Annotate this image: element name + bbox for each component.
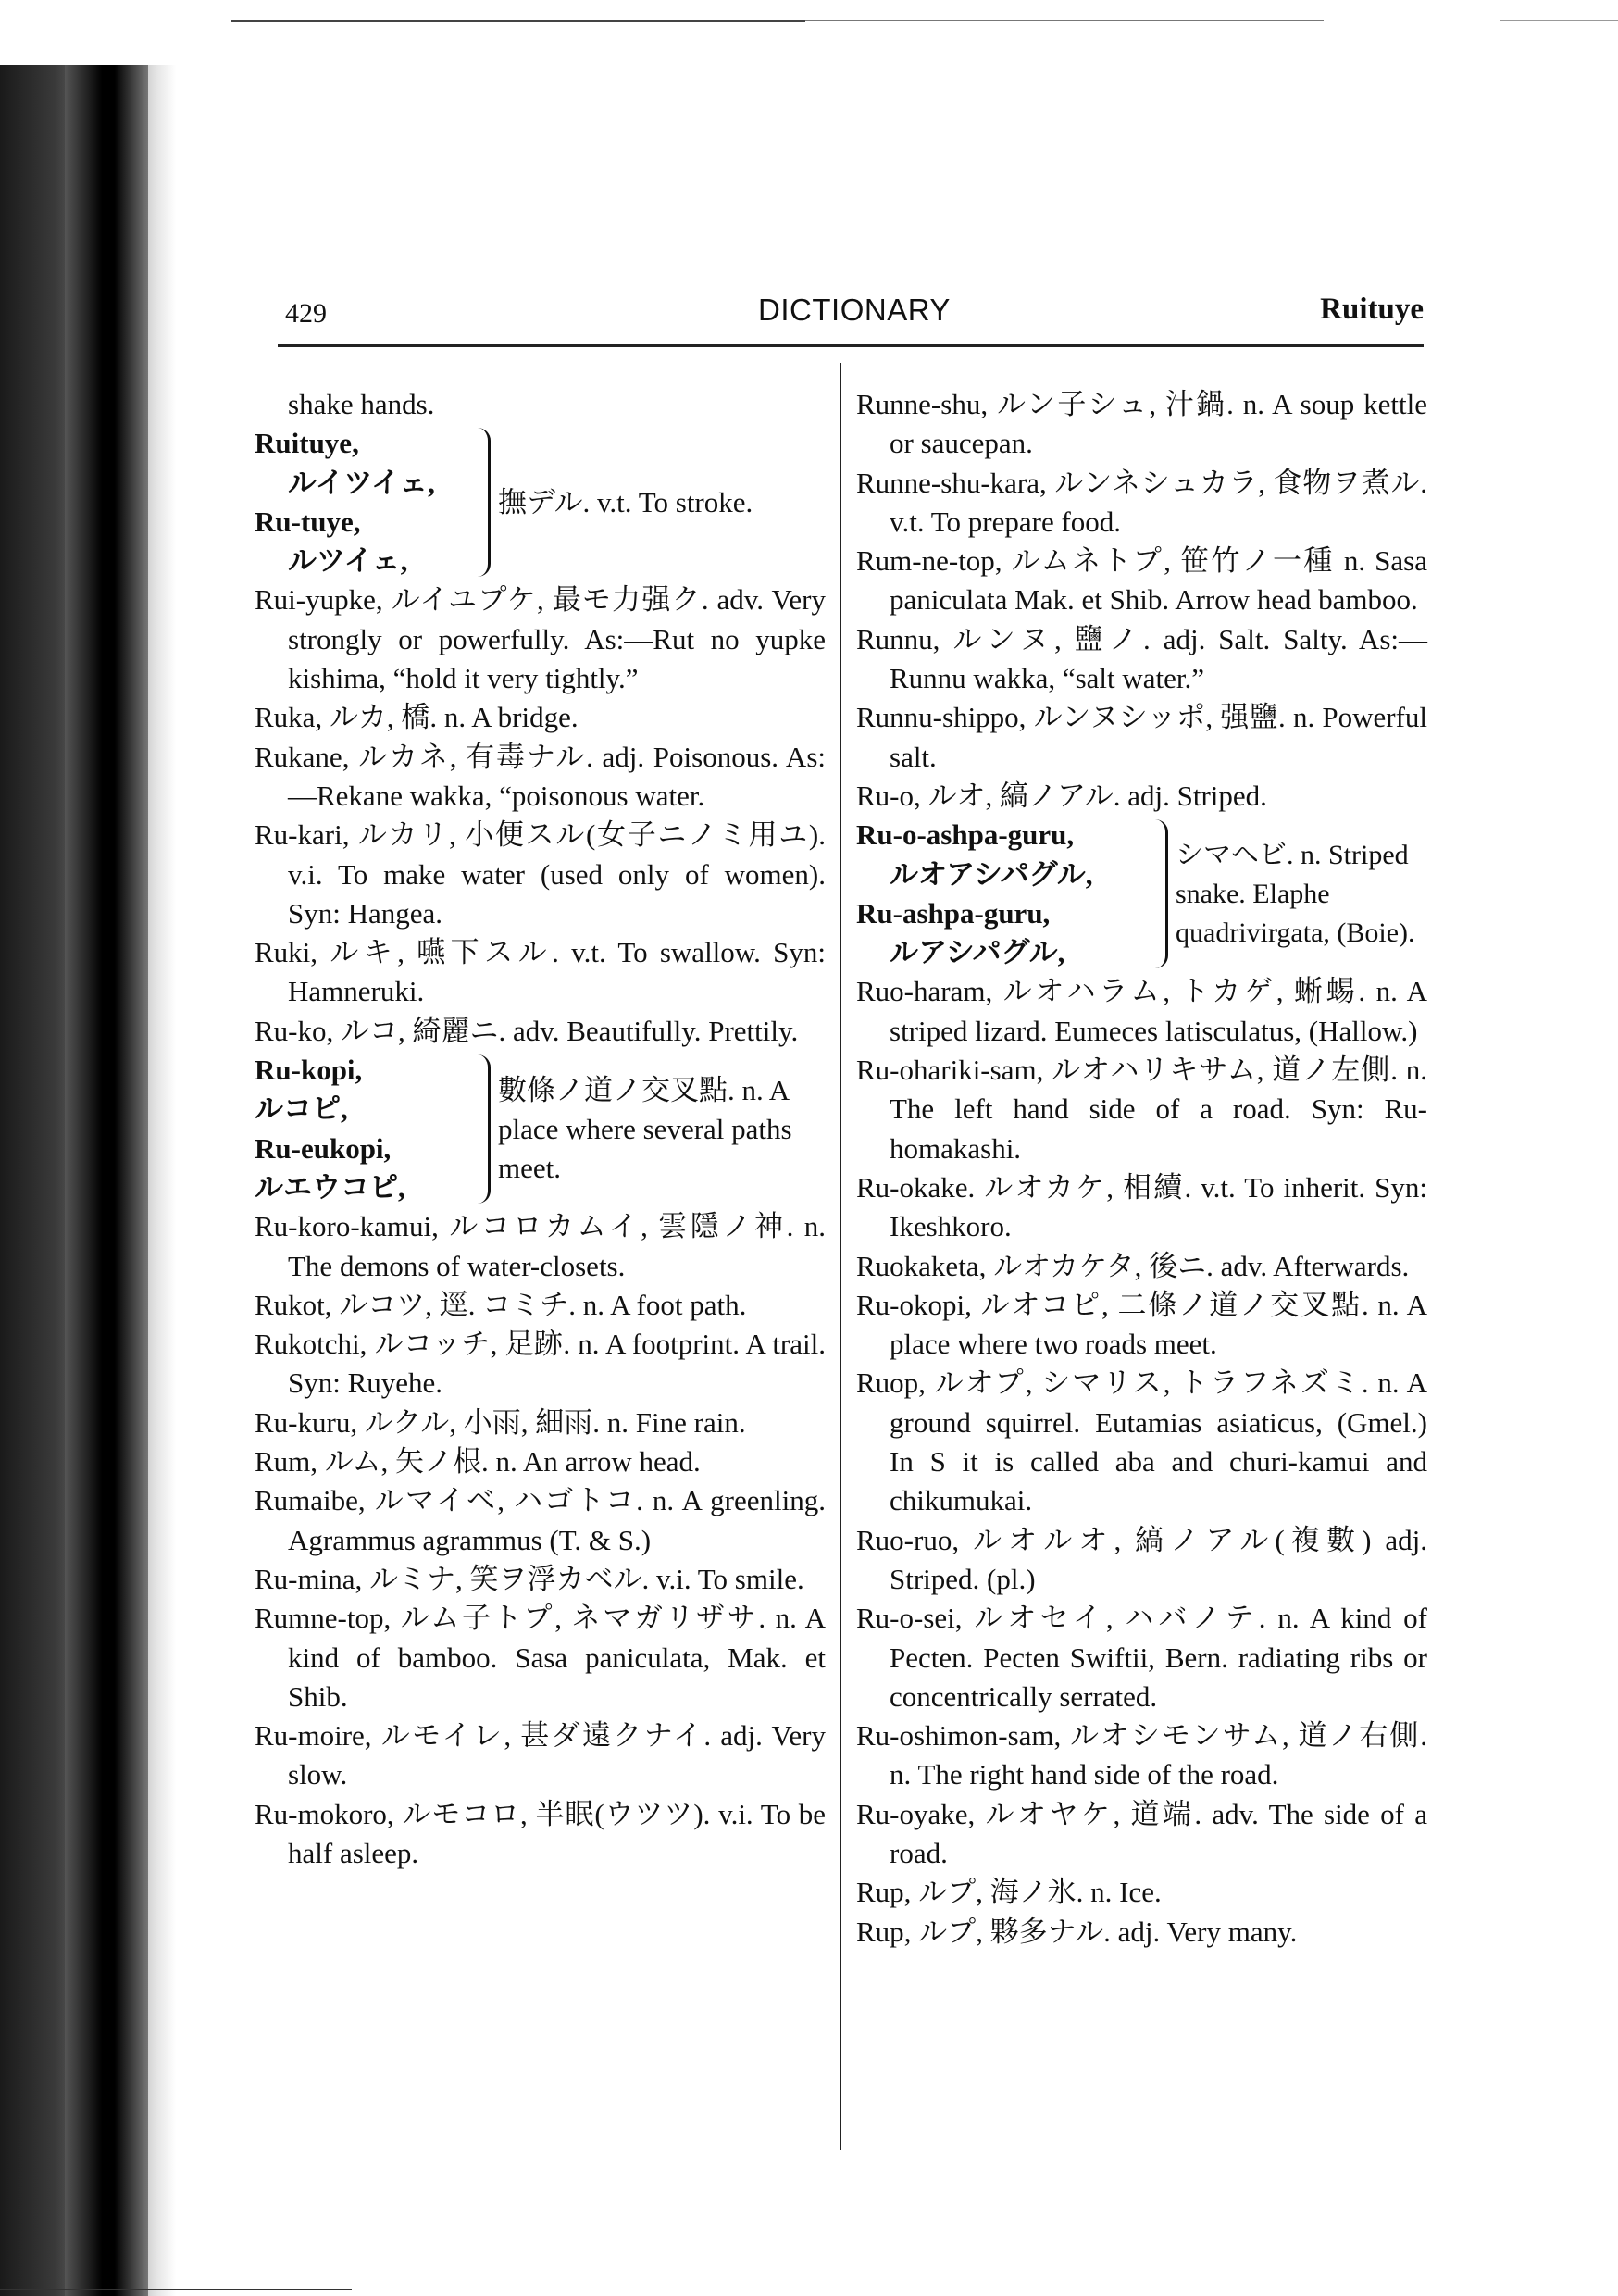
- dictionary-entry: Ru-kuru, ルクル, 小雨, 細雨. n. Fine rain.: [255, 1405, 746, 1439]
- grouping-brace: [473, 428, 491, 577]
- dictionary-entry: Rui-yupke, ルイユプケ, 最モ力强ク. adv. Very strongly or powerfully. As:—Rut no yupke kishima, “hold it very tightly.”: [255, 583, 826, 695]
- dictionary-entry: Ru-koro-kamui, ルコロカムイ, 雲隱ノ神. n. The demons of water-closets.: [255, 1210, 826, 1282]
- grouping-brace: [473, 1054, 491, 1204]
- definition: シマヘビ. n. Striped snake. Elaphe quadrivirgata, (Boie).: [1176, 839, 1415, 948]
- dictionary-entry: Ruka, ルカ, 橋. n. A bridge.: [255, 701, 579, 734]
- dictionary-entry: Rum-ne-top, ルムネトプ, 笹竹ノ一種 n. Sasa paniculata Mak. et Shib. Arrow head bamboo.: [856, 544, 1427, 617]
- dictionary-entry: Rup, ルプ, 海ノ氷. n. Ice.: [856, 1876, 1162, 1909]
- grouped-entry: [856, 816, 1427, 972]
- grouping-brace: [1151, 819, 1168, 968]
- headword: Ru-o-ashpa-guru,: [856, 818, 1075, 852]
- dictionary-entry: Rukane, ルカネ, 有毒ナル. adj. Poisonous. As:—Rekane wakka, “poisonous water.: [255, 740, 826, 812]
- dictionary-entry: Rukot, ルコツ, 逕. コミチ. n. A foot path.: [255, 1288, 747, 1321]
- column-divider: [840, 363, 841, 2150]
- top-scan-line: [1500, 20, 1618, 21]
- grouped-headwords: [856, 816, 1145, 972]
- dictionary-entry: Ru-okake. ルオカケ, 相續. v.t. To inherit. Syn: Ikeshkoro.: [856, 1170, 1427, 1243]
- dictionary-entry: Ru-kari, ルカリ, 小便スル(女子ニノミ用ユ). v.i. To make water (used only of women). Syn: Hangea.: [255, 818, 826, 930]
- dictionary-entry: shake hands.: [288, 388, 435, 420]
- running-header: [285, 293, 1424, 344]
- dictionary-entry: Ruokaketa, ルオカケタ, 後ニ. adv. Afterwards.: [856, 1249, 1410, 1282]
- dictionary-entry: Ru-okopi, ルオコピ, 二條ノ道ノ交叉點. n. A place where two roads meet.: [856, 1288, 1427, 1361]
- running-title: DICTIONARY: [758, 293, 951, 327]
- dictionary-entry: Ru-o, ルオ, 縞ノアル. adj. Striped.: [856, 779, 1267, 812]
- right-column: [856, 385, 1427, 1952]
- headword-katakana: ルアシパグル,: [890, 936, 1065, 969]
- dictionary-entry: Ru-o-sei, ルオセイ, ハバノテ. n. A kind of Pecten. Pecten Swiftii, Bern. radiating ribs or concentrically serrated.: [856, 1602, 1427, 1713]
- dictionary-entry: Ruki, ルキ, 嚥下スル. v.t. To swallow. Syn: Hamneruki.: [255, 936, 826, 1008]
- scan-edge-binding: [65, 65, 148, 2296]
- top-scan-line: [805, 20, 1324, 21]
- dictionary-entry: Runnu-shippo, ルンヌシッポ, 强鹽. n. Powerful salt.: [856, 701, 1427, 773]
- headword: Ruituye,: [255, 427, 359, 460]
- dictionary-entry: Rumaibe, ルマイベ, ハゴトコ. n. A greenling. Agrammus agrammus (T. & S.): [255, 1484, 826, 1556]
- guide-word: Ruituye: [1320, 293, 1424, 326]
- left-column: [255, 385, 826, 1873]
- dictionary-entry: Runne-shu-kara, ルンネシュカラ, 食物ヲ煮ル. v.t. To prepare food.: [856, 466, 1427, 538]
- dictionary-entry: Ru-oyake, ルオヤケ, 道端. adv. The side of a road.: [856, 1797, 1427, 1869]
- headword: Ru-tuye,: [255, 505, 361, 538]
- headword: Ru-kopi,: [255, 1054, 363, 1087]
- page-number: 429: [285, 298, 327, 329]
- grouped-entry: [255, 424, 826, 580]
- dictionary-entry: Ru-mokoro, ルモコロ, 半眠(ウツツ). v.i. To be half asleep.: [255, 1797, 826, 1869]
- grouped-headwords: [255, 424, 467, 580]
- dictionary-entry: Rukotchi, ルコッチ, 足跡. n. A footprint. A trail. Syn: Ruyehe.: [255, 1328, 826, 1400]
- headword: Ru-eukopi,: [255, 1131, 392, 1165]
- dictionary-entry: Runne-shu, ルン子シュ, 汁鍋. n. A soup kettle or saucepan.: [856, 388, 1427, 460]
- header-rule: [278, 344, 1424, 347]
- top-scan-line: [231, 20, 805, 22]
- headword-katakana: ルツイェ,: [288, 544, 408, 578]
- dictionary-entry: Ru-moire, ルモイレ, 甚ダ遠クナイ. adj. Very slow.: [255, 1719, 826, 1791]
- headword-katakana: ルイツイェ,: [288, 466, 435, 499]
- dictionary-entry: Ru-mina, ルミナ, 笑ヲ浮カベル. v.i. To smile.: [255, 1562, 804, 1595]
- dictionary-entry: Ruo-haram, ルオハラム, トカゲ, 蜥蜴. n. A striped lizard. Eumeces latisculatus, (Hallow.): [856, 975, 1427, 1047]
- headword-katakana: ルコピ,: [255, 1092, 348, 1126]
- dictionary-entry: Ruo-ruo, ルオルオ, 縞ノアル(複數) adj. Striped. (pl.): [856, 1523, 1427, 1595]
- headword-katakana: ルエウコピ,: [255, 1170, 405, 1204]
- dictionary-entry: Rum, ルム, 矢ノ根. n. An arrow head.: [255, 1445, 701, 1479]
- headword-katakana: ルオアシパグル,: [890, 857, 1093, 891]
- dictionary-entry: Ru-ohariki-sam, ルオハリキサム, 道ノ左側. n. The left hand side of a road. Syn: Ru-homakashi.: [856, 1054, 1427, 1165]
- dictionary-entry: Ru-ko, ルコ, 綺麗ニ. adv. Beautifully. Prettily.: [255, 1014, 799, 1047]
- definition: 數條ノ道ノ交叉點. n. A place where several paths meet.: [498, 1073, 792, 1184]
- headword: Ru-ashpa-guru,: [856, 896, 1051, 930]
- dictionary-entry: Runnu, ルンヌ, 鹽ノ. adj. Salt. Salty. As:—Runnu wakka, “salt water.”: [856, 622, 1427, 695]
- grouped-entry: [255, 1051, 826, 1207]
- bottom-scan-line: [0, 2289, 352, 2290]
- dictionary-entry: Rup, ルプ, 夥多ナル. adj. Very many.: [856, 1915, 1298, 1948]
- dictionary-entry: Rumne-top, ルム子トプ, ネマガリザサ. n. A kind of bamboo. Sasa paniculata, Mak. et Shib.: [255, 1602, 826, 1713]
- grouped-headwords: [255, 1051, 467, 1207]
- definition: 撫デル. v.t. To stroke.: [498, 485, 753, 518]
- dictionary-entry: Ru-oshimon-sam, ルオシモンサム, 道ノ右側. n. The right hand side of the road.: [856, 1719, 1427, 1791]
- dictionary-entry: Ruop, ルオプ, シマリス, トラフネズミ. n. A ground squirrel. Eutamias asiaticus, (Gmel.) In S it is called aba and churi-kamui and chikumukai.: [856, 1366, 1427, 1517]
